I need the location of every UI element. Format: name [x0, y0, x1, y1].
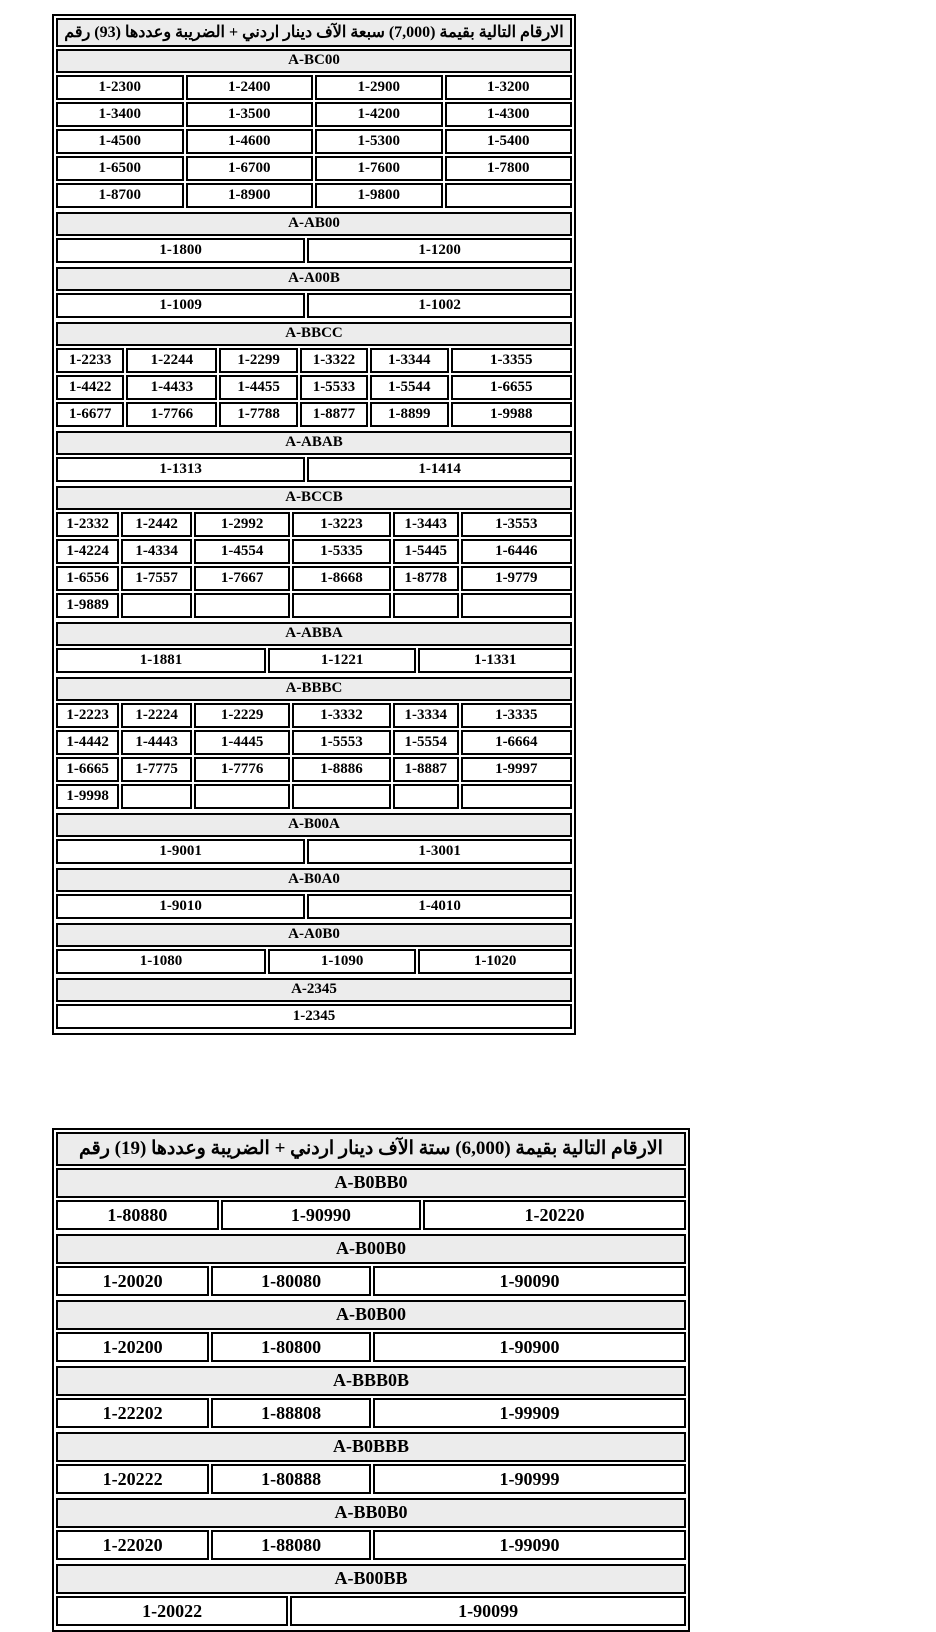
empty-cell	[461, 784, 572, 809]
number-cell: 1-6665	[56, 757, 119, 782]
number-cell: 1-4010	[307, 894, 572, 919]
section-header-A-B0B00: A-B0B00	[56, 1300, 686, 1330]
section-header-A-B00BB: A-B00BB	[56, 1564, 686, 1594]
empty-cell	[292, 593, 391, 618]
number-cell: 1-7800	[445, 156, 573, 181]
table-row	[56, 1004, 572, 1029]
number-cell: 1-3001	[307, 839, 572, 864]
number-cell: 1-8900	[186, 183, 314, 208]
table-row	[56, 457, 572, 482]
section-grid-A-2345	[54, 1002, 574, 1031]
table-row	[56, 512, 572, 537]
table-row	[56, 375, 572, 400]
section-header-A-B0A0: A-B0A0	[56, 868, 572, 892]
section-header-A-ABBA: A-ABBA	[56, 622, 572, 646]
number-cell: 1-9889	[56, 593, 119, 618]
number-cell: 1-9998	[56, 784, 119, 809]
number-cell: 1-2332	[56, 512, 119, 537]
section-header-A-B00A: A-B00A	[56, 813, 572, 837]
number-cell: 1-3553	[461, 512, 572, 537]
number-cell: 1-8778	[393, 566, 459, 591]
price-table-6000	[52, 1128, 690, 1632]
number-cell: 1-6500	[56, 156, 184, 181]
table-row	[56, 1530, 686, 1560]
number-cell: 1-5544	[370, 375, 448, 400]
number-cell: 1-6677	[56, 402, 124, 427]
section-header-A-AB00: A-AB00	[56, 212, 572, 236]
number-cell: 1-20222	[56, 1464, 209, 1494]
number-cell: 1-7775	[121, 757, 192, 782]
section-grid-A-A0B0	[54, 947, 574, 976]
number-cell: 1-4224	[56, 539, 119, 564]
number-cell: 1-2900	[315, 75, 443, 100]
number-cell: 1-20022	[56, 1596, 288, 1626]
table-row	[56, 238, 572, 263]
number-cell: 1-88808	[211, 1398, 371, 1428]
section-grid-A-B0BBB	[54, 1462, 688, 1496]
number-cell: 1-3443	[393, 512, 459, 537]
number-cell: 1-9988	[451, 402, 572, 427]
number-cell: 1-4442	[56, 730, 119, 755]
number-cell: 1-8886	[292, 757, 391, 782]
empty-cell	[461, 593, 572, 618]
number-cell: 1-3335	[461, 703, 572, 728]
number-cell: 1-3344	[370, 348, 448, 373]
number-cell: 1-9001	[56, 839, 305, 864]
table-row	[56, 183, 572, 208]
table-row	[56, 539, 572, 564]
number-cell: 1-20200	[56, 1332, 209, 1362]
table-row	[56, 75, 572, 100]
number-cell: 1-80800	[211, 1332, 371, 1362]
number-cell: 1-4334	[121, 539, 192, 564]
table-row	[56, 102, 572, 127]
table-row	[56, 648, 572, 673]
number-cell: 1-6664	[461, 730, 572, 755]
number-cell: 1-6556	[56, 566, 119, 591]
section-grid-A-ABBA	[54, 646, 574, 675]
number-cell: 1-90990	[221, 1200, 421, 1230]
section-header-A-BC00: A-BC00	[56, 49, 572, 73]
number-cell: 1-4455	[219, 375, 297, 400]
number-cell: 1-5400	[445, 129, 573, 154]
number-cell: 1-80080	[211, 1266, 371, 1296]
number-cell: 1-7788	[219, 402, 297, 427]
table-row	[56, 1266, 686, 1296]
number-cell: 1-2442	[121, 512, 192, 537]
number-cell: 1-7766	[126, 402, 217, 427]
section-header-A-2345: A-2345	[56, 978, 572, 1002]
number-cell: 1-8887	[393, 757, 459, 782]
section-grid-A-BBBC	[54, 701, 574, 811]
table-row	[56, 839, 572, 864]
number-cell: 1-6446	[461, 539, 572, 564]
table-row	[56, 402, 572, 427]
section-header-A-BB0B0: A-BB0B0	[56, 1498, 686, 1528]
section-header-A-BBBC: A-BBBC	[56, 677, 572, 701]
section-header-A-BBCC: A-BBCC	[56, 322, 572, 346]
number-cell: 1-8877	[300, 402, 368, 427]
empty-cell	[121, 784, 192, 809]
table-row	[56, 129, 572, 154]
number-cell: 1-4422	[56, 375, 124, 400]
number-cell: 1-2229	[194, 703, 290, 728]
number-cell: 1-9779	[461, 566, 572, 591]
section-grid-A-B0B00	[54, 1330, 688, 1364]
number-cell: 1-8668	[292, 566, 391, 591]
section-grid-A-B00BB	[54, 1594, 688, 1628]
number-cell: 1-3332	[292, 703, 391, 728]
number-cell: 1-20220	[423, 1200, 686, 1230]
empty-cell	[121, 593, 192, 618]
number-cell: 1-90099	[290, 1596, 686, 1626]
number-cell: 1-3322	[300, 348, 368, 373]
number-cell: 1-7667	[194, 566, 290, 591]
number-cell: 1-22202	[56, 1398, 209, 1428]
section-grid-A-B0A0	[54, 892, 574, 921]
section-grid-A-BC00	[54, 73, 574, 210]
number-cell: 1-1313	[56, 457, 305, 482]
section-header-A-ABAB: A-ABAB	[56, 431, 572, 455]
table-row	[56, 1464, 686, 1494]
table-row	[56, 1398, 686, 1428]
section-header-A-B00B0: A-B00B0	[56, 1234, 686, 1264]
number-cell: 1-99090	[373, 1530, 686, 1560]
section-grid-A-B0BB0	[54, 1198, 688, 1232]
empty-cell	[194, 593, 290, 618]
number-cell: 1-4500	[56, 129, 184, 154]
number-cell: 1-1020	[418, 949, 572, 974]
number-cell: 1-1331	[418, 648, 572, 673]
section-grid-A-BB0B0	[54, 1528, 688, 1562]
number-cell: 1-90900	[373, 1332, 686, 1362]
number-cell: 1-2223	[56, 703, 119, 728]
number-cell: 1-20020	[56, 1266, 209, 1296]
number-cell: 1-88080	[211, 1530, 371, 1560]
table-row	[56, 757, 572, 782]
table-row	[56, 293, 572, 318]
number-cell: 1-1221	[268, 648, 416, 673]
section-header-A-BCCB: A-BCCB	[56, 486, 572, 510]
number-cell: 1-5445	[393, 539, 459, 564]
table-row	[56, 1200, 686, 1230]
number-cell: 1-1800	[56, 238, 305, 263]
empty-cell	[292, 784, 391, 809]
section-grid-A-BBCC	[54, 346, 574, 429]
number-cell: 1-2992	[194, 512, 290, 537]
table-row	[56, 566, 572, 591]
number-cell: 1-4600	[186, 129, 314, 154]
table-row	[56, 703, 572, 728]
number-cell: 1-7600	[315, 156, 443, 181]
section-grid-A-B00A	[54, 837, 574, 866]
number-cell: 1-1080	[56, 949, 266, 974]
number-cell: 1-3334	[393, 703, 459, 728]
empty-cell	[393, 593, 459, 618]
table-row	[56, 730, 572, 755]
number-cell: 1-6700	[186, 156, 314, 181]
section-header-A-A00B: A-A00B	[56, 267, 572, 291]
number-cell: 1-8700	[56, 183, 184, 208]
number-cell: 1-3355	[451, 348, 572, 373]
number-cell: 1-2233	[56, 348, 124, 373]
table-7000-sections	[54, 49, 574, 1031]
section-grid-A-A00B	[54, 291, 574, 320]
number-cell: 1-5554	[393, 730, 459, 755]
table-row	[56, 1332, 686, 1362]
number-cell: 1-5553	[292, 730, 391, 755]
number-cell: 1-2224	[121, 703, 192, 728]
number-cell: 1-1881	[56, 648, 266, 673]
empty-cell	[393, 784, 459, 809]
number-cell: 1-1009	[56, 293, 305, 318]
number-cell: 1-2299	[219, 348, 297, 373]
number-cell: 1-1090	[268, 949, 416, 974]
empty-cell	[194, 784, 290, 809]
table-row	[56, 348, 572, 373]
number-cell: 1-7557	[121, 566, 192, 591]
section-header-A-A0B0: A-A0B0	[56, 923, 572, 947]
table-row	[56, 894, 572, 919]
number-cell: 1-4443	[121, 730, 192, 755]
number-cell: 1-1002	[307, 293, 572, 318]
table-6000-sections	[54, 1168, 688, 1628]
number-cell: 1-6655	[451, 375, 572, 400]
number-cell: 1-4445	[194, 730, 290, 755]
number-cell: 1-22020	[56, 1530, 209, 1560]
number-cell: 1-5533	[300, 375, 368, 400]
table-row	[56, 1596, 686, 1626]
table-row	[56, 156, 572, 181]
empty-cell	[445, 183, 573, 208]
number-cell: 1-4433	[126, 375, 217, 400]
number-cell: 1-9997	[461, 757, 572, 782]
section-header-A-BBB0B: A-BBB0B	[56, 1366, 686, 1396]
number-cell: 1-9010	[56, 894, 305, 919]
number-cell: 1-2345	[56, 1004, 572, 1029]
number-cell: 1-5300	[315, 129, 443, 154]
number-cell: 1-3500	[186, 102, 314, 127]
number-cell: 1-8899	[370, 402, 448, 427]
number-cell: 1-1200	[307, 238, 572, 263]
section-header-A-B0BBB: A-B0BBB	[56, 1432, 686, 1462]
table-6000-title: الارقام التالية بقيمة (6,000) ستة الآف دينار اردني + الضريبة وعددها (19) رقم	[56, 1132, 686, 1166]
number-cell: 1-9800	[315, 183, 443, 208]
number-cell: 1-2244	[126, 348, 217, 373]
number-cell: 1-7776	[194, 757, 290, 782]
section-grid-A-B00B0	[54, 1264, 688, 1298]
section-grid-A-ABAB	[54, 455, 574, 484]
number-cell: 1-3200	[445, 75, 573, 100]
section-grid-A-BBB0B	[54, 1396, 688, 1430]
number-cell: 1-4554	[194, 539, 290, 564]
number-cell: 1-2300	[56, 75, 184, 100]
number-cell: 1-1414	[307, 457, 572, 482]
number-cell: 1-3400	[56, 102, 184, 127]
number-cell: 1-4300	[445, 102, 573, 127]
table-7000-title: الارقام التالية بقيمة (7,000) سبعة الآف دينار اردني + الضريبة وعددها (93) رقم	[56, 18, 572, 47]
section-grid-A-BCCB	[54, 510, 574, 620]
price-table-7000	[52, 14, 576, 1035]
number-cell: 1-90999	[373, 1464, 686, 1494]
number-cell: 1-3223	[292, 512, 391, 537]
number-cell: 1-4200	[315, 102, 443, 127]
number-cell: 1-99909	[373, 1398, 686, 1428]
section-grid-A-AB00	[54, 236, 574, 265]
number-cell: 1-80880	[56, 1200, 219, 1230]
table-row	[56, 593, 572, 618]
number-cell: 1-5335	[292, 539, 391, 564]
section-header-A-B0BB0: A-B0BB0	[56, 1168, 686, 1198]
table-row	[56, 949, 572, 974]
number-cell: 1-2400	[186, 75, 314, 100]
table-row	[56, 784, 572, 809]
number-cell: 1-80888	[211, 1464, 371, 1494]
number-cell: 1-90090	[373, 1266, 686, 1296]
